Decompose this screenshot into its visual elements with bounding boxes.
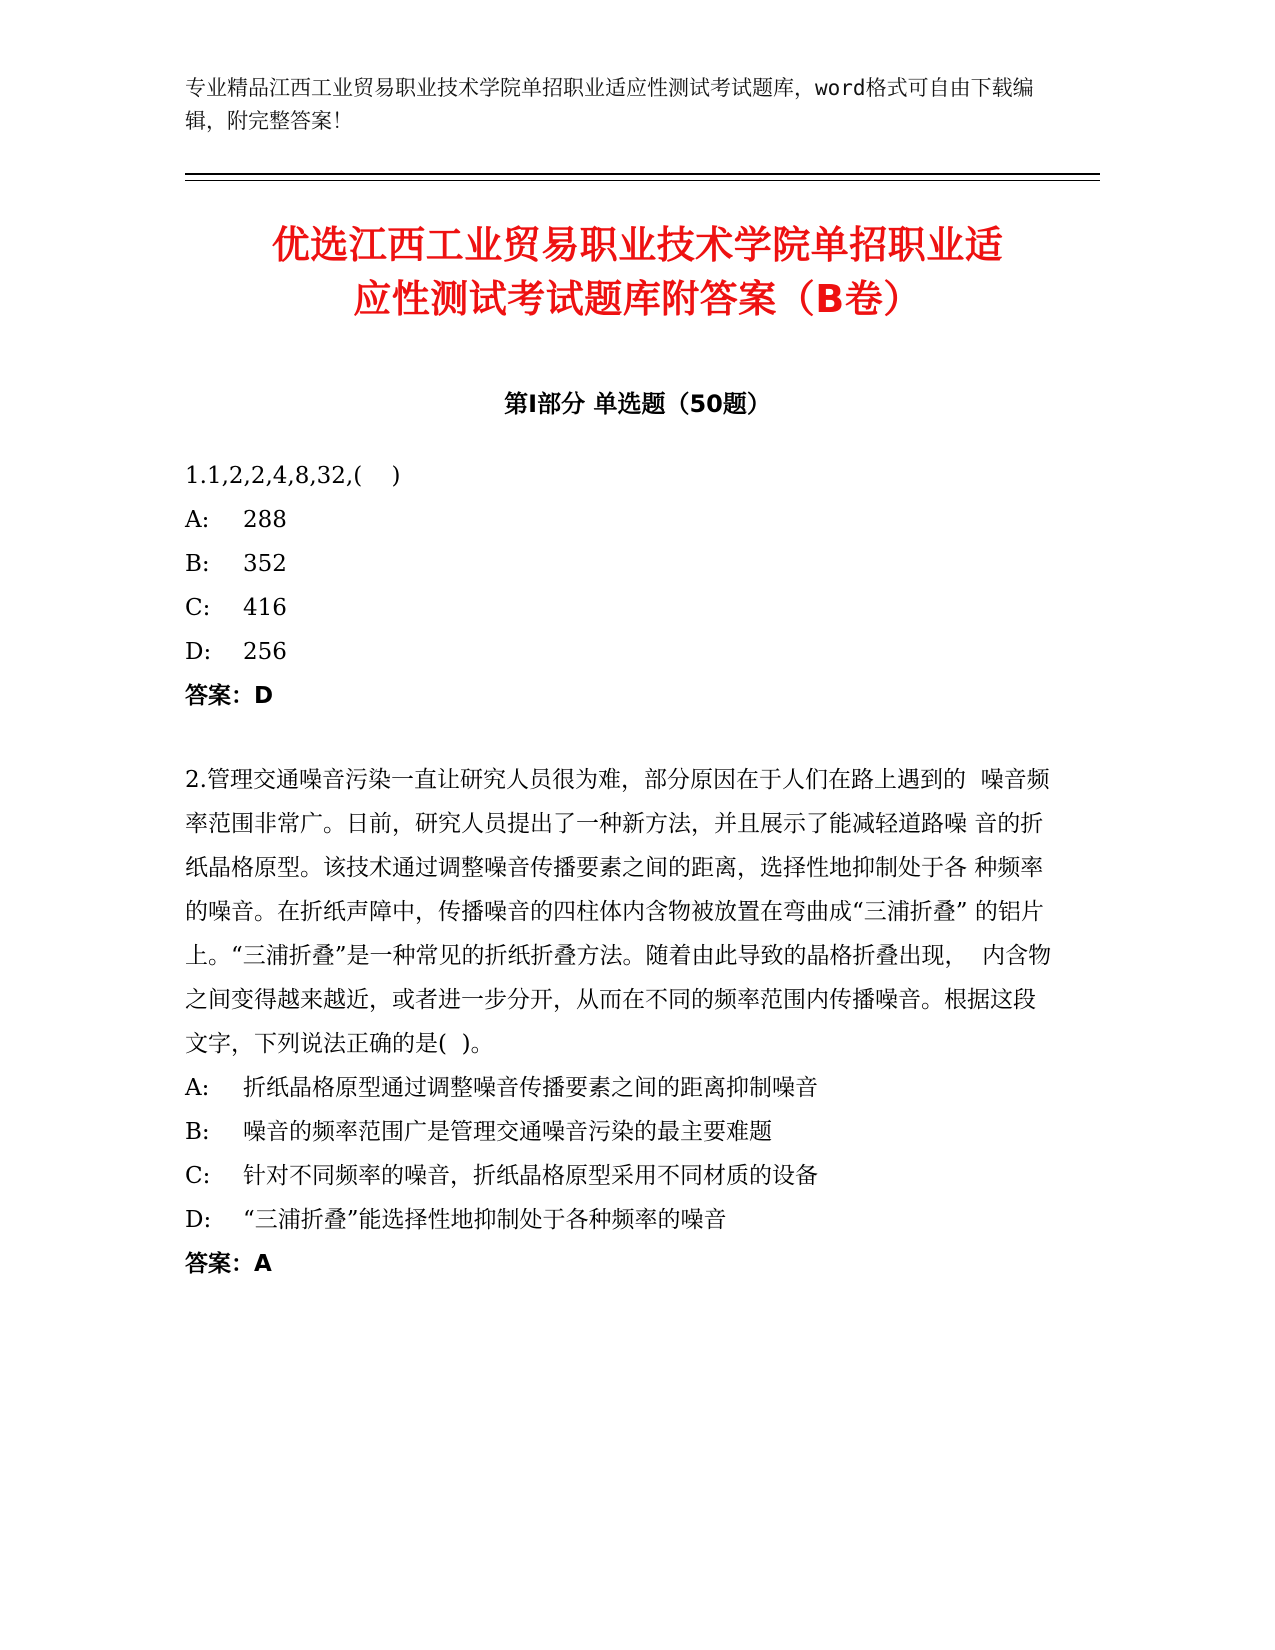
title-line-2: 应性测试考试题库附答案（B卷） <box>353 277 922 321</box>
header-rule-thin <box>185 180 1100 181</box>
document-title <box>185 218 1090 326</box>
section-title: 第Ⅰ部分 单选题（50题） <box>504 390 771 418</box>
option-text: 针对不同频率的噪音，折纸晶格原型采用不同材质的设备 <box>243 1163 818 1189</box>
option-b <box>185 542 1055 586</box>
option-d <box>185 1198 1055 1242</box>
title-line-1: 优选江西工业贸易职业技术学院单招职业适 <box>271 223 1004 267</box>
option-text: 噪音的频率范围广是管理交通噪音污染的最主要难题 <box>243 1119 772 1145</box>
option-label: A: <box>185 507 210 533</box>
option-c <box>185 586 1055 630</box>
option-text: 288 <box>243 507 287 533</box>
header-rule-thick <box>185 173 1100 175</box>
option-c <box>185 1154 1055 1198</box>
option-label: D: <box>185 1207 212 1233</box>
option-label: C: <box>185 1163 211 1189</box>
option-b <box>185 1110 1055 1154</box>
option-label: B: <box>185 551 210 577</box>
answer: 答案：A <box>185 1251 272 1277</box>
option-text: 352 <box>243 551 287 577</box>
option-label: D: <box>185 639 212 665</box>
question-stem: 2.管理交通噪音污染一直让研究人员很为难，部分原因在于人们在路上遇到的 噪音频率范围非常广。日前，研究人员提出了一种新方法，并且展示了能减轻道路噪 音的折纸晶格原型。该技术通过调整噪音传播要素之间的距离，选择性地抑制处于各 种频率的噪音。在折纸声障中，传播噪音的四柱体内含物被放置在弯曲成“三浦折叠” 的铝片上。“三浦折叠”是一种常见的折纸折叠方法。随着由此导致的晶格折叠出现， 内含物之间变得越来越近，或者进一步分开，从而在不同的频率范围内传播噪音。根据这段文字，下列说法正确的是( )。 <box>185 767 1052 1057</box>
option-text: 256 <box>243 639 287 665</box>
option-a <box>185 1066 1055 1110</box>
option-text: 折纸晶格原型通过调整噪音传播要素之间的距离抑制噪音 <box>243 1075 818 1101</box>
question-1 <box>185 454 1055 718</box>
question-2 <box>185 758 1055 1286</box>
option-label: B: <box>185 1119 210 1145</box>
answer: 答案：D <box>185 683 274 709</box>
option-label: C: <box>185 595 211 621</box>
option-label: A: <box>185 1075 210 1101</box>
header-note: 专业精品江西工业贸易职业技术学院单招职业适应性测试考试题库，word格式可自由下载编辑，附完整答案！ <box>185 76 1034 133</box>
question-stem: 1.1,2,2,4,8,32,( ) <box>185 463 401 489</box>
option-text: 416 <box>243 595 287 621</box>
option-text: “三浦折叠”能选择性地抑制处于各种频率的噪音 <box>243 1207 727 1233</box>
option-d <box>185 630 1055 674</box>
option-a <box>185 498 1055 542</box>
